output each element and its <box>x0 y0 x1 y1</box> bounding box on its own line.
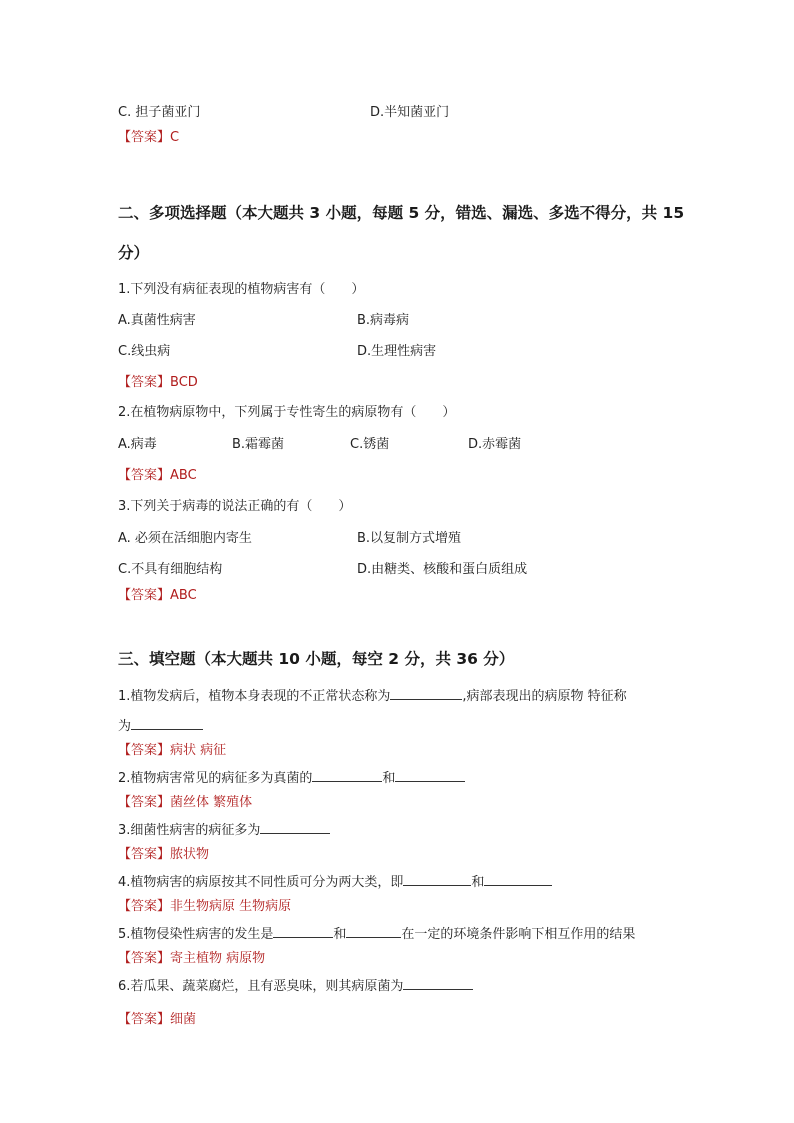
answer-tag: 【答案】 <box>118 1012 171 1027</box>
answer-value: C <box>170 130 180 145</box>
fill-blank[interactable] <box>273 924 333 938</box>
section3-heading: 三、填空题（本大题共 10 小题，每空 2 分，共 36 分） <box>118 650 515 668</box>
section2-heading-line2: 分） <box>118 244 150 262</box>
answer-value: 细菌 <box>170 1012 197 1027</box>
answer-line <box>118 846 209 864</box>
option-b: B.病毒病 <box>357 313 410 328</box>
answer-tag: 【答案】 <box>118 899 171 914</box>
section2-heading-line1: 二、多项选择题（本大题共 3 小题，每题 5 分，错选、漏选、多选不得分，共 15 <box>118 204 685 222</box>
answer-line <box>118 898 291 916</box>
option-c: C.不具有细胞结构 <box>118 562 223 577</box>
question-line: 6.若瓜果、蔬菜腐烂，且有恶臭味，则其病原菌为 <box>118 976 473 996</box>
answer-tag: 【答案】 <box>118 743 171 758</box>
option-d: D.赤霉菌 <box>468 437 522 452</box>
option-a: A.真菌性病害 <box>118 313 196 328</box>
option-d: D.由糖类、核酸和蛋白质组成 <box>357 562 528 577</box>
option-d: D.生理性病害 <box>357 344 437 359</box>
answer-value: 寄主植物 病原物 <box>170 951 266 966</box>
answer-tag: 【答案】 <box>118 951 171 966</box>
question-stem: 2.在植物病原物中，下列属于专性寄生的病原物有（ ） <box>118 405 456 420</box>
answer-line <box>118 374 198 392</box>
option-b: B.以复制方式增殖 <box>357 531 462 546</box>
question-stem: 1.下列没有病征表现的植物病害有（ ） <box>118 282 365 297</box>
fill-blank[interactable] <box>260 820 330 834</box>
fill-blank[interactable] <box>346 924 401 938</box>
option-a: A.病毒 <box>118 437 157 452</box>
question-line: 为 <box>118 716 203 736</box>
option-c: C.锈菌 <box>350 437 390 452</box>
question-line: 5.植物侵染性病害的发生是 和 在一定的环境条件影响下相互作用的结果 <box>118 924 635 944</box>
answer-tag: 【答案】 <box>118 847 171 862</box>
question-line: 1.植物发病后，植物本身表现的不正常状态称为 ,病部表现出的病原物 特征称 <box>118 686 627 706</box>
answer-tag: 【答案】 <box>118 375 171 390</box>
option-d: D.半知菌亚门 <box>370 105 450 120</box>
fill-blank[interactable] <box>312 768 382 782</box>
fill-blank[interactable] <box>395 768 465 782</box>
answer-line <box>118 950 265 968</box>
answer-line <box>118 467 197 485</box>
fill-blank[interactable] <box>403 976 473 990</box>
answer-value: 菌丝体 繁殖体 <box>170 795 253 810</box>
option-b: B.霜霉菌 <box>232 437 285 452</box>
answer-line <box>118 794 252 812</box>
question-line: 4.植物病害的病原按其不同性质可分为两大类，即 和 <box>118 872 552 892</box>
option-a: A. 必须在活细胞内寄生 <box>118 531 252 546</box>
answer-value: 病状 病征 <box>170 743 227 758</box>
answer-value: 非生物病原 生物病原 <box>170 899 292 914</box>
option-c: C.线虫病 <box>118 344 171 359</box>
fill-blank[interactable] <box>484 872 552 886</box>
question-line: 2.植物病害常见的病征多为真菌的 和 <box>118 768 465 788</box>
answer-value: ABC <box>170 588 197 603</box>
fill-blank[interactable] <box>403 872 471 886</box>
option-c: C. 担子菌亚门 <box>118 105 201 120</box>
answer-value: ABC <box>170 468 197 483</box>
answer-line <box>118 129 179 147</box>
answer-line <box>118 1011 196 1029</box>
answer-tag: 【答案】 <box>118 468 171 483</box>
answer-value: 脓状物 <box>170 847 210 862</box>
answer-tag: 【答案】 <box>118 588 171 603</box>
answer-tag: 【答案】 <box>118 795 171 810</box>
fill-blank[interactable] <box>390 686 462 700</box>
fill-blank[interactable] <box>131 716 203 730</box>
answer-line <box>118 742 226 760</box>
answer-value: BCD <box>170 375 198 390</box>
question-stem: 3.下列关于病毒的说法正确的有（ ） <box>118 499 352 514</box>
answer-tag: 【答案】 <box>118 130 171 145</box>
question-line: 3.细菌性病害的病征多为 <box>118 820 330 840</box>
answer-line <box>118 587 197 605</box>
